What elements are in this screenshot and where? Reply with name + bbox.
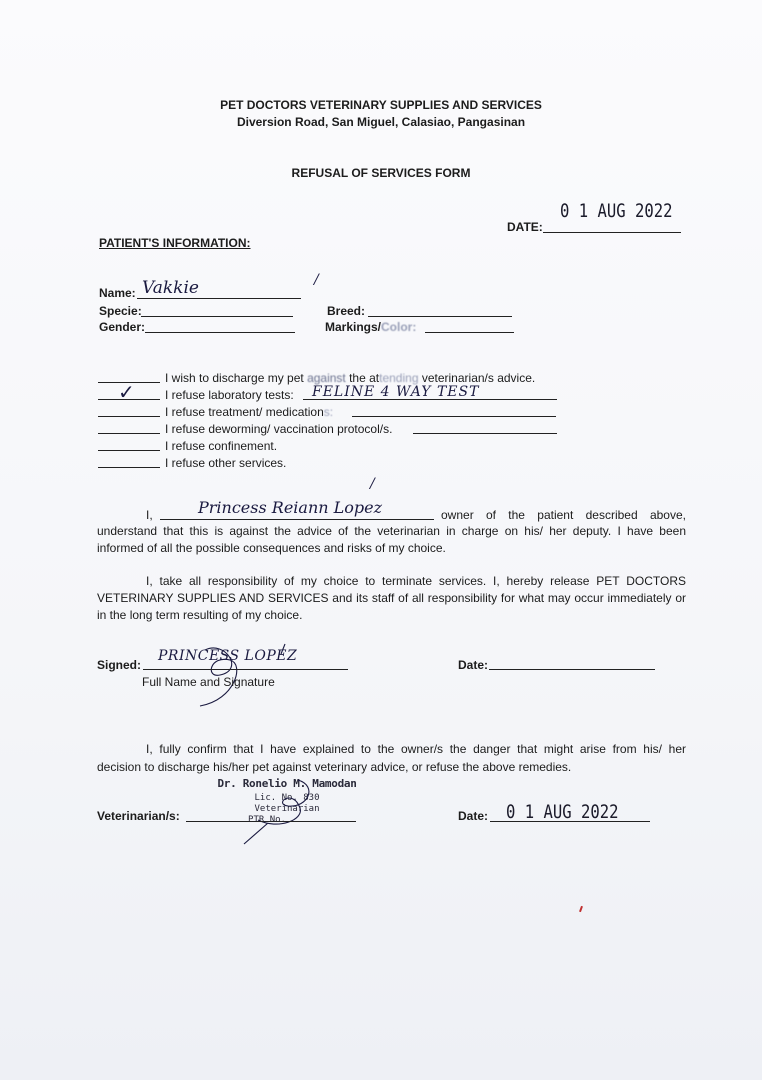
vet-signature-scribble-icon [238,778,348,848]
responsibility-line3: in the long term resulting of my choice. [97,608,303,622]
lab-tests-line [303,399,557,400]
owner-line2: understand that this is against the advice of the veterinarian in charge on his/ her deputy. I have been [97,524,686,538]
responsibility-line2: VETERINARY SUPPLIES AND SERVICES and its staff of all responsibility for what may occur immediately or [97,591,686,605]
date-line [543,232,681,233]
gender-line [145,332,295,333]
date-label: DATE: [507,220,543,234]
date-stamp: 0 1 AUG 2022 [560,200,673,222]
treatment-line [352,416,556,417]
signed-date-line [489,669,655,670]
lab-tests-value: FELINE 4 WAY TEST [312,384,480,400]
option-line-3 [98,416,160,417]
owner-line3: informed of all the possible consequences and risks of my choice. [97,541,446,555]
option-line-4 [98,433,160,434]
option-other: I refuse other services. [165,456,287,470]
name-value: Vakkie [142,278,199,298]
vet-stamp-license: Lic. No. 830 [254,793,320,803]
owner-name-line [160,519,434,520]
checkmark-lab-tests: ✓ [118,380,135,404]
red-ink-mark [579,906,583,912]
vet-line [186,821,356,822]
option-line-5 [98,450,160,451]
markings-line [425,332,514,333]
form-title: REFUSAL OF SERVICES FORM [291,166,471,180]
vet-confirm-line2: decision to discharge his/her pet against veterinary advice, or refuse the above remedies. [97,760,572,774]
option-discharge: I wish to discharge my pet against the attending veterinarian/s advice. [165,371,536,385]
owner-signature: PRINCESS LOPEZ [158,648,298,664]
name-label: Name: [99,286,136,300]
specie-line [141,316,293,317]
deworming-line [413,433,557,434]
vet-label: Veterinarian/s: [97,809,180,823]
option-confinement: I refuse confinement. [165,439,278,453]
vet-date-stamp: 0 1 AUG 2022 [506,801,619,823]
breed-label: Breed: [327,304,366,318]
option-deworming: I refuse deworming/ vaccination protocol/s. [165,422,393,436]
owner-i: I, [146,508,153,522]
owner-tick-mark: / [370,476,375,492]
check-tick-mark: / [314,272,319,288]
vet-date-line [490,821,650,822]
signed-label: Signed: [97,658,141,672]
option-line-6 [98,467,160,468]
vet-stamp-role: Veterinarian [254,804,320,814]
vet-stamp-ptr: PTR No. [248,815,286,825]
responsibility-line1: I, take all responsibility of my choice to terminate services. I, hereby release PET DOCTORS [146,574,686,588]
markings-label: Markings/Color: [325,320,417,334]
vet-confirm-line1: I, fully confirm that I have explained to the owner/s the danger that might arise from his/ her [146,742,686,756]
gender-label: Gender: [99,320,146,334]
owner-name-value: Princess Reiann Lopez [198,498,383,517]
owner-line1-tail: owner of the patient described above, [441,508,686,522]
name-line [137,298,301,299]
vet-stamp-name: Dr. Ronelio M. Mamodan [217,777,357,790]
breed-line [368,316,512,317]
option-treatment: I refuse treatment/ medications: [165,405,334,419]
vet-date-label: Date: [458,809,489,823]
signed-sublabel: Full Name and Signature [142,675,275,689]
specie-label: Specie: [99,304,142,318]
company-address: Diversion Road, San Miguel, Calasiao, Pangasinan [236,115,526,129]
signed-date-label: Date: [458,658,489,672]
signed-line [143,669,348,670]
company-name: PET DOCTORS VETERINARY SUPPLIES AND SERVICES [220,98,542,112]
patient-section-title: PATIENT'S INFORMATION: [99,236,251,250]
option-lab-tests: I refuse laboratory tests: [165,388,294,402]
